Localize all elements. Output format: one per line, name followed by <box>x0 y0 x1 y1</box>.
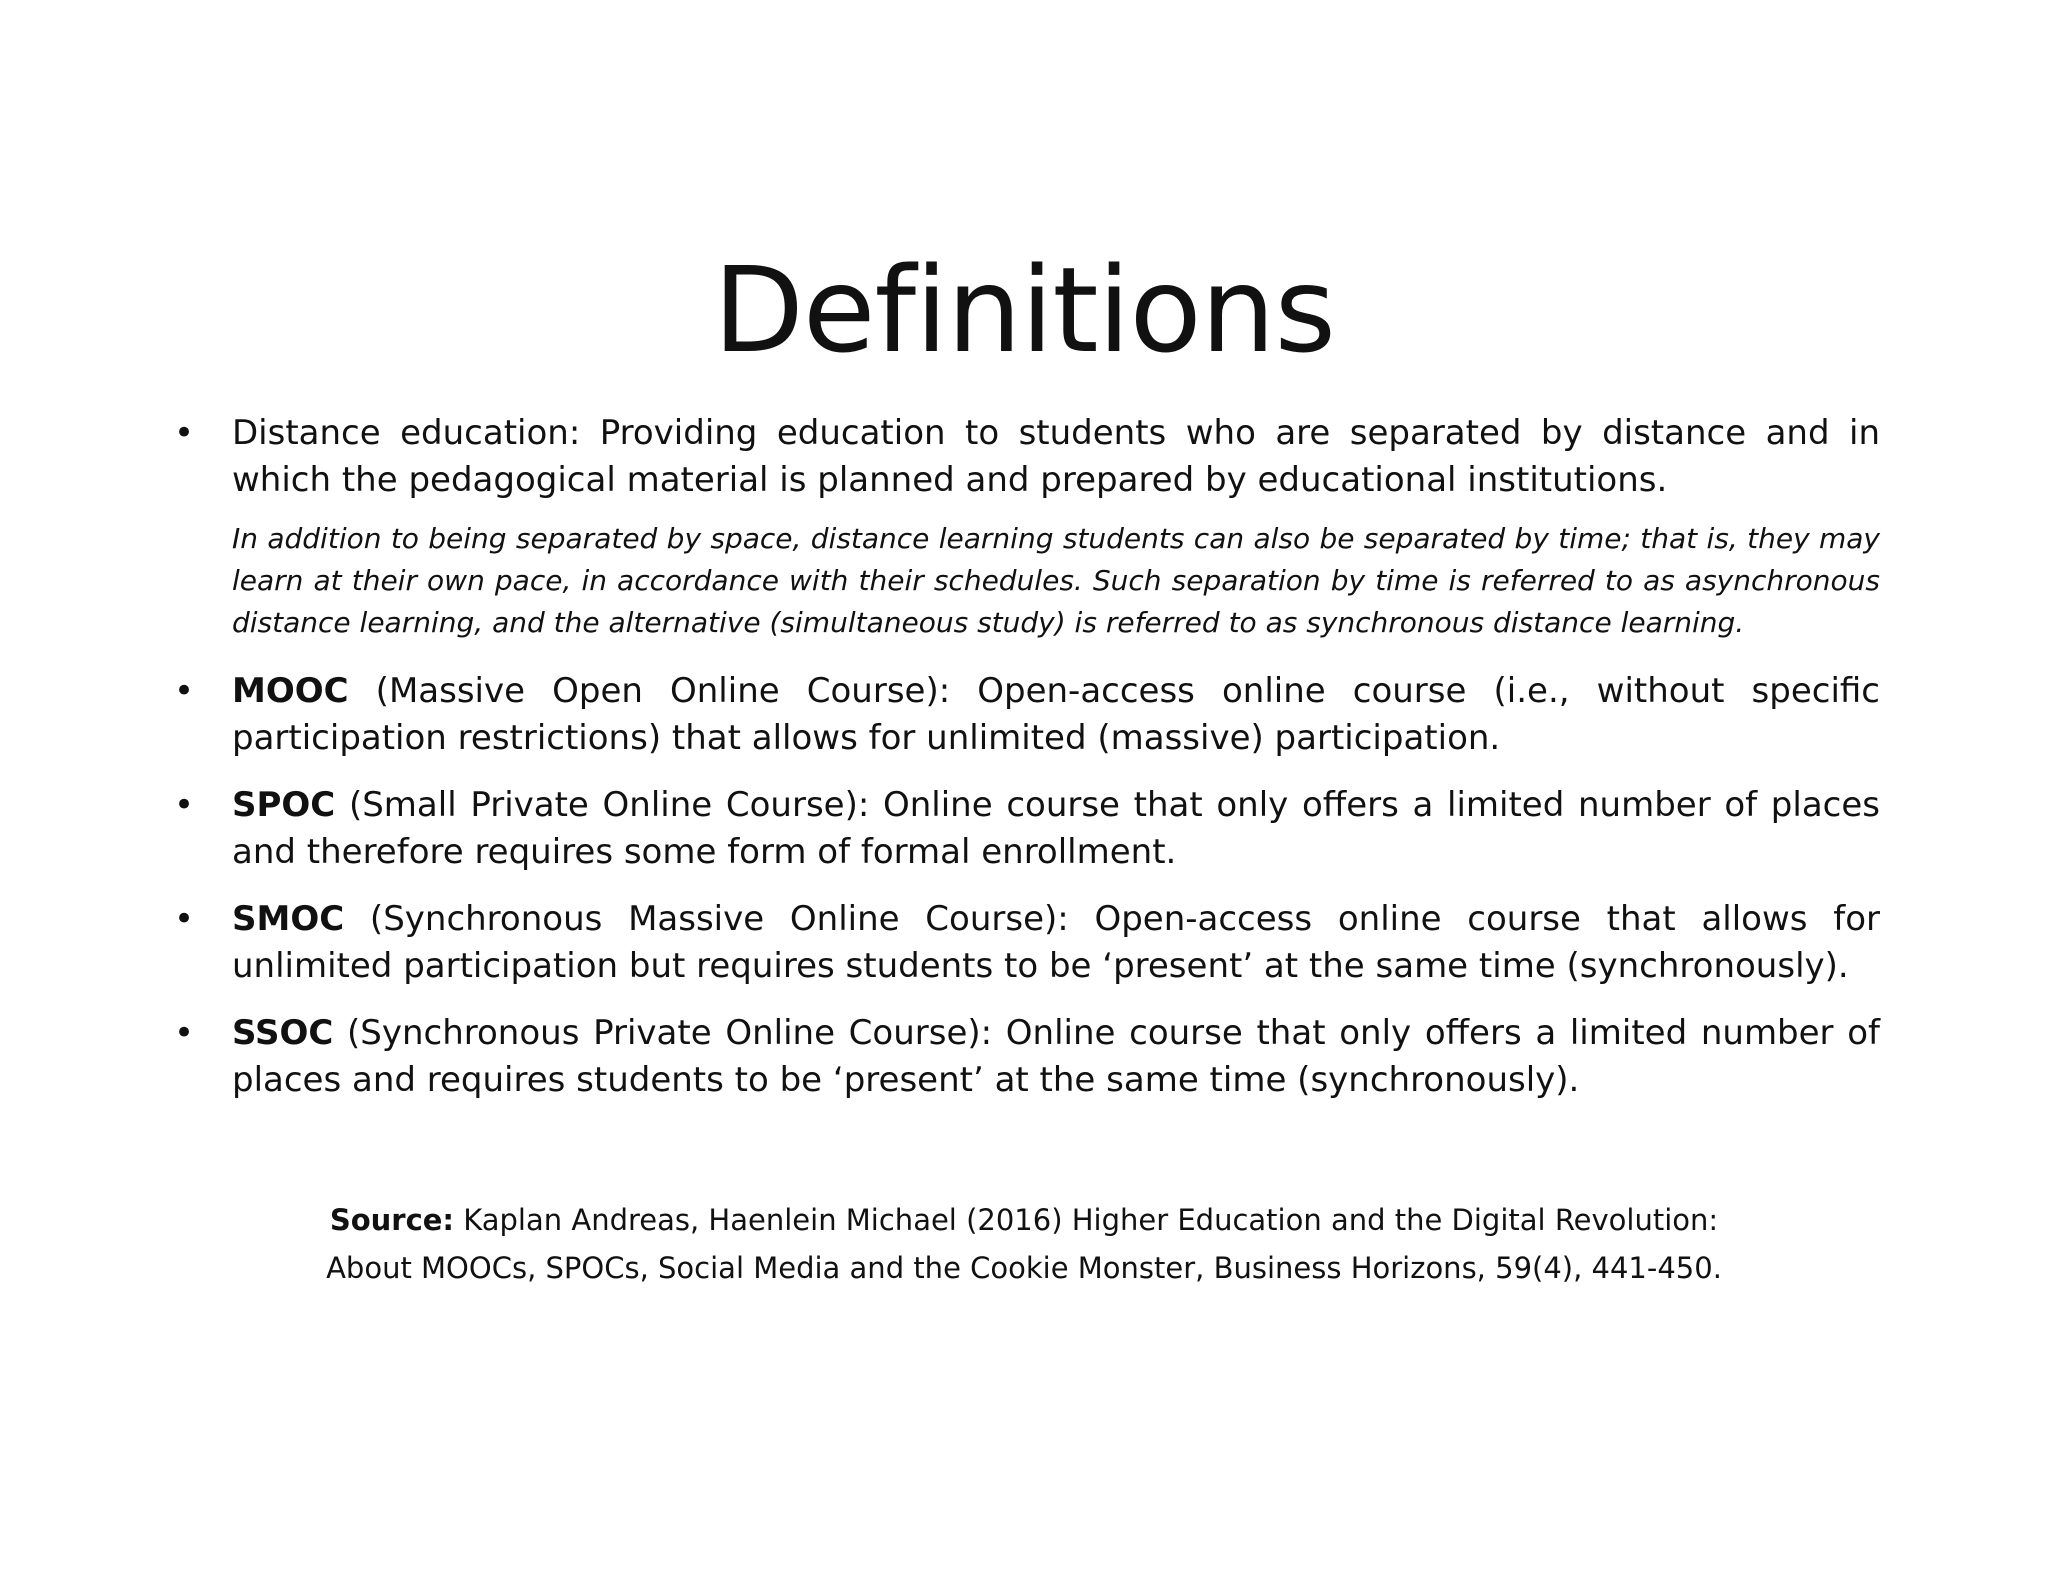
source-line-1 <box>0 1196 2048 1244</box>
source-text-1: Kaplan Andreas, Haenlein Michael (2016) Higher Education and the Digital Revolution: <box>454 1203 1719 1237</box>
bullet-icon: • <box>174 1013 195 1053</box>
definition-note: In addition to being separated by space, distance learning students can also be separated by time; that is, they may learn at their own pace, in accordance with their schedules. Such separation by time is referred to as asynchronous distance learning, and the alternative (simultaneous study) is referred to as synchronous distance learning. <box>232 522 1880 639</box>
definition-term: MOOC <box>232 671 349 711</box>
bullet-icon: • <box>174 785 195 825</box>
source-line-2: About MOOCs, SPOCs, Social Media and the Cookie Monster, Business Horizons, 59(4), 441-450. <box>326 1251 1722 1285</box>
list-item-mooc <box>174 668 1880 762</box>
list-item-smoc <box>174 896 1880 990</box>
bullet-icon: • <box>174 671 195 711</box>
definition-text: Distance education: Providing education to students who are separated by distance and in which the pedagogical material is planned and prepared by educational institutions. <box>232 413 1880 500</box>
definition-term: SMOC <box>232 899 345 939</box>
definition-text: (Small Private Online Course): Online course that only offers a limited number of places and therefore requires some form of formal enrollment. <box>232 785 1880 872</box>
definition-text: (Synchronous Massive Online Course): Open-access online course that allows for unlimited participation but requires students to be ‘present’ at the same time (synchronously). <box>232 899 1880 986</box>
list-item-distance-education <box>174 410 1880 644</box>
definitions-list <box>174 410 1880 1124</box>
source-citation <box>0 1196 2048 1292</box>
list-item-spoc <box>174 782 1880 876</box>
definition-term: SPOC <box>232 785 336 825</box>
list-item-ssoc <box>174 1010 1880 1104</box>
definition-text: (Massive Open Online Course): Open-access online course (i.e., without specific participation restrictions) that allows for unlimited (massive) participation. <box>232 671 1880 758</box>
source-label: Source: <box>329 1203 455 1237</box>
definition-term: SSOC <box>232 1013 334 1053</box>
page-title: Definitions <box>713 241 1335 379</box>
bullet-icon: • <box>174 899 195 939</box>
bullet-icon: • <box>174 413 195 453</box>
definition-text: (Synchronous Private Online Course): Online course that only offers a limited number of places and requires students to be ‘present’ at the same time (synchronously). <box>232 1013 1880 1100</box>
